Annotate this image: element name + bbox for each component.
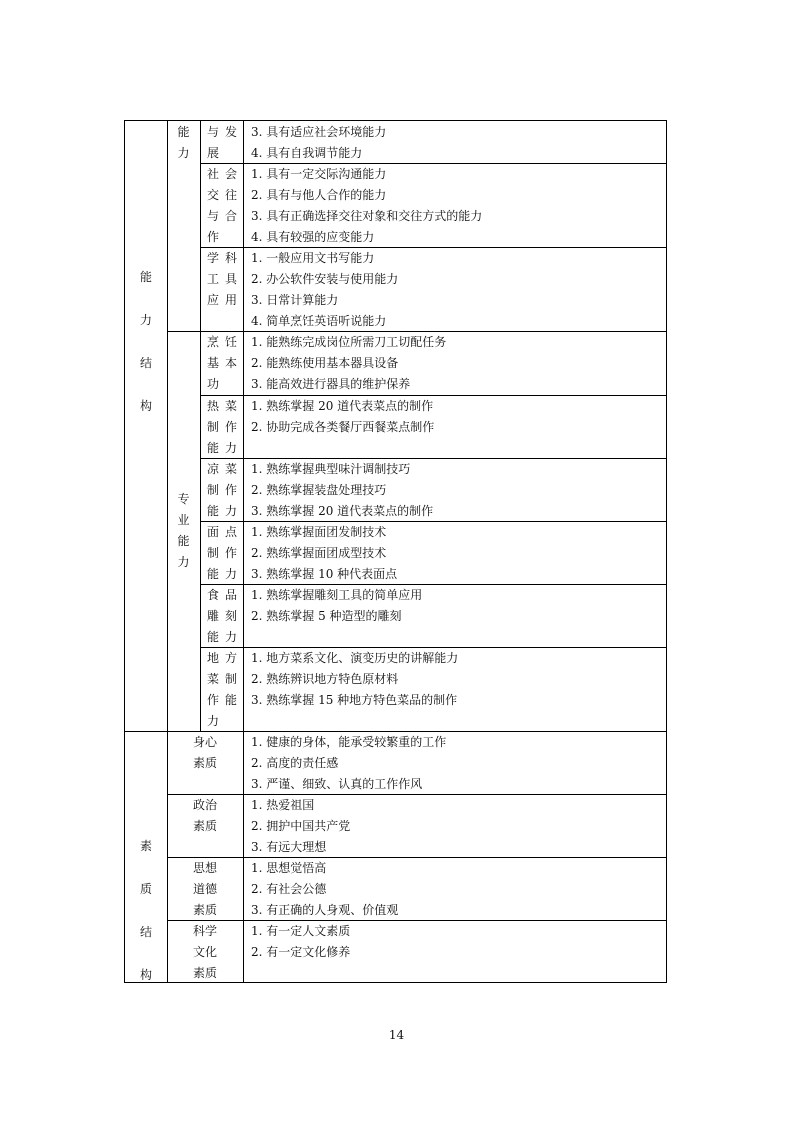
list-item: 1. 具有一定交际沟通能力 <box>251 167 387 181</box>
list-item: 3. 具有正确选择交往对象和交往方式的能力 <box>251 209 483 223</box>
row-label: 面 点 制 作 能 力 <box>207 525 237 581</box>
list-item: 1. 有一定人文素质 <box>251 924 351 938</box>
list-item: 4. 具有较强的应变能力 <box>251 230 375 244</box>
list-item: 1. 健康的身体，能承受较繁重的工作 <box>251 735 447 749</box>
list-item: 1. 思想觉悟高 <box>251 861 327 875</box>
list-item: 3. 熟练掌握 10 种代表面点 <box>251 567 398 581</box>
row-label: 食 品 雕 刻 能 力 <box>207 588 237 644</box>
list-item: 3. 熟练掌握 15 种地方特色菜品的制作 <box>251 693 458 707</box>
list-item: 3. 具有适应社会环境能力 <box>251 125 387 139</box>
list-item: 1. 一般应用文书写能力 <box>251 251 375 265</box>
row-label: 热 菜 制 作 能 力 <box>207 399 237 455</box>
row-label: 政治 素质 <box>192 798 217 833</box>
row-label: 烹 饪 基 本 功 <box>207 335 237 391</box>
list-item: 2. 熟练掌握 5 种造型的雕刻 <box>251 609 402 623</box>
row-label: 身心 素质 <box>192 735 217 770</box>
list-item: 2. 有一定文化修养 <box>251 945 351 959</box>
list-item: 1. 能熟练完成岗位所需刀工切配任务 <box>251 335 447 349</box>
list-item: 3. 能高效进行器具的维护保养 <box>251 377 411 391</box>
list-item: 1. 熟练掌握 20 道代表菜点的制作 <box>251 399 434 413</box>
list-item: 4. 具有自我调节能力 <box>251 146 363 160</box>
list-item: 3. 有远大理想 <box>251 840 327 854</box>
list-item: 3. 日常计算能力 <box>251 293 339 307</box>
row-label: 社 会 交 往 与 合 作 <box>207 167 237 244</box>
list-item: 3. 熟练掌握 20 道代表菜点的制作 <box>251 504 434 518</box>
list-item: 1. 热爱祖国 <box>251 798 315 812</box>
list-item: 1. 地方菜系文化、演变历史的讲解能力 <box>251 651 459 665</box>
row-label: 科学 文化 素质 <box>192 924 217 980</box>
list-item: 2. 熟练掌握面团成型技术 <box>251 546 387 560</box>
table-rule <box>243 121 244 983</box>
page-number: 14 <box>388 1028 405 1042</box>
list-item: 3. 严谨、细致、认真的工作作风 <box>251 777 423 791</box>
list-item: 3. 有正确的人身观、价值观 <box>251 903 399 917</box>
list-item: 4. 简单烹饪英语听说能力 <box>251 314 387 328</box>
general-ability-label: 能 力 <box>177 125 190 160</box>
table-rule <box>200 121 201 731</box>
curriculum-table <box>124 120 667 983</box>
professional-ability-label: 专 业 能 力 <box>177 492 190 569</box>
section-title: 素 质 结 构 <box>139 839 152 982</box>
list-item: 2. 熟练掌握装盘处理技巧 <box>251 483 387 497</box>
list-item: 2. 能熟练使用基本器具设备 <box>251 356 399 370</box>
list-item: 1. 熟练掌握面团发制技术 <box>251 525 387 539</box>
list-item: 2. 熟练辨识地方特色原材料 <box>251 672 399 686</box>
table-rule <box>167 920 667 921</box>
row-label: 与 发 展 <box>207 125 237 160</box>
row-label: 地 方 菜 制 作 能 力 <box>207 651 237 728</box>
row-label: 思想 道德 素质 <box>192 861 217 917</box>
list-item: 1. 熟练掌握雕刻工具的简单应用 <box>251 588 423 602</box>
section-title: 能 力 结 构 <box>139 270 152 413</box>
list-item: 1. 熟练掌握典型味汁调制技巧 <box>251 462 411 476</box>
list-item: 2. 拥护中国共产党 <box>251 819 351 833</box>
table-rule <box>167 857 667 858</box>
list-item: 2. 有社会公德 <box>251 882 327 896</box>
row-label: 学 科 工 具 应 用 <box>207 251 237 307</box>
list-item: 2. 具有与他人合作的能力 <box>251 188 387 202</box>
list-item: 2. 办公软件安装与使用能力 <box>251 272 399 286</box>
list-item: 2. 协助完成各类餐厅西餐菜点制作 <box>251 420 435 434</box>
list-item: 2. 高度的责任感 <box>251 756 339 770</box>
row-label: 凉 菜 制 作 能 力 <box>207 462 237 518</box>
